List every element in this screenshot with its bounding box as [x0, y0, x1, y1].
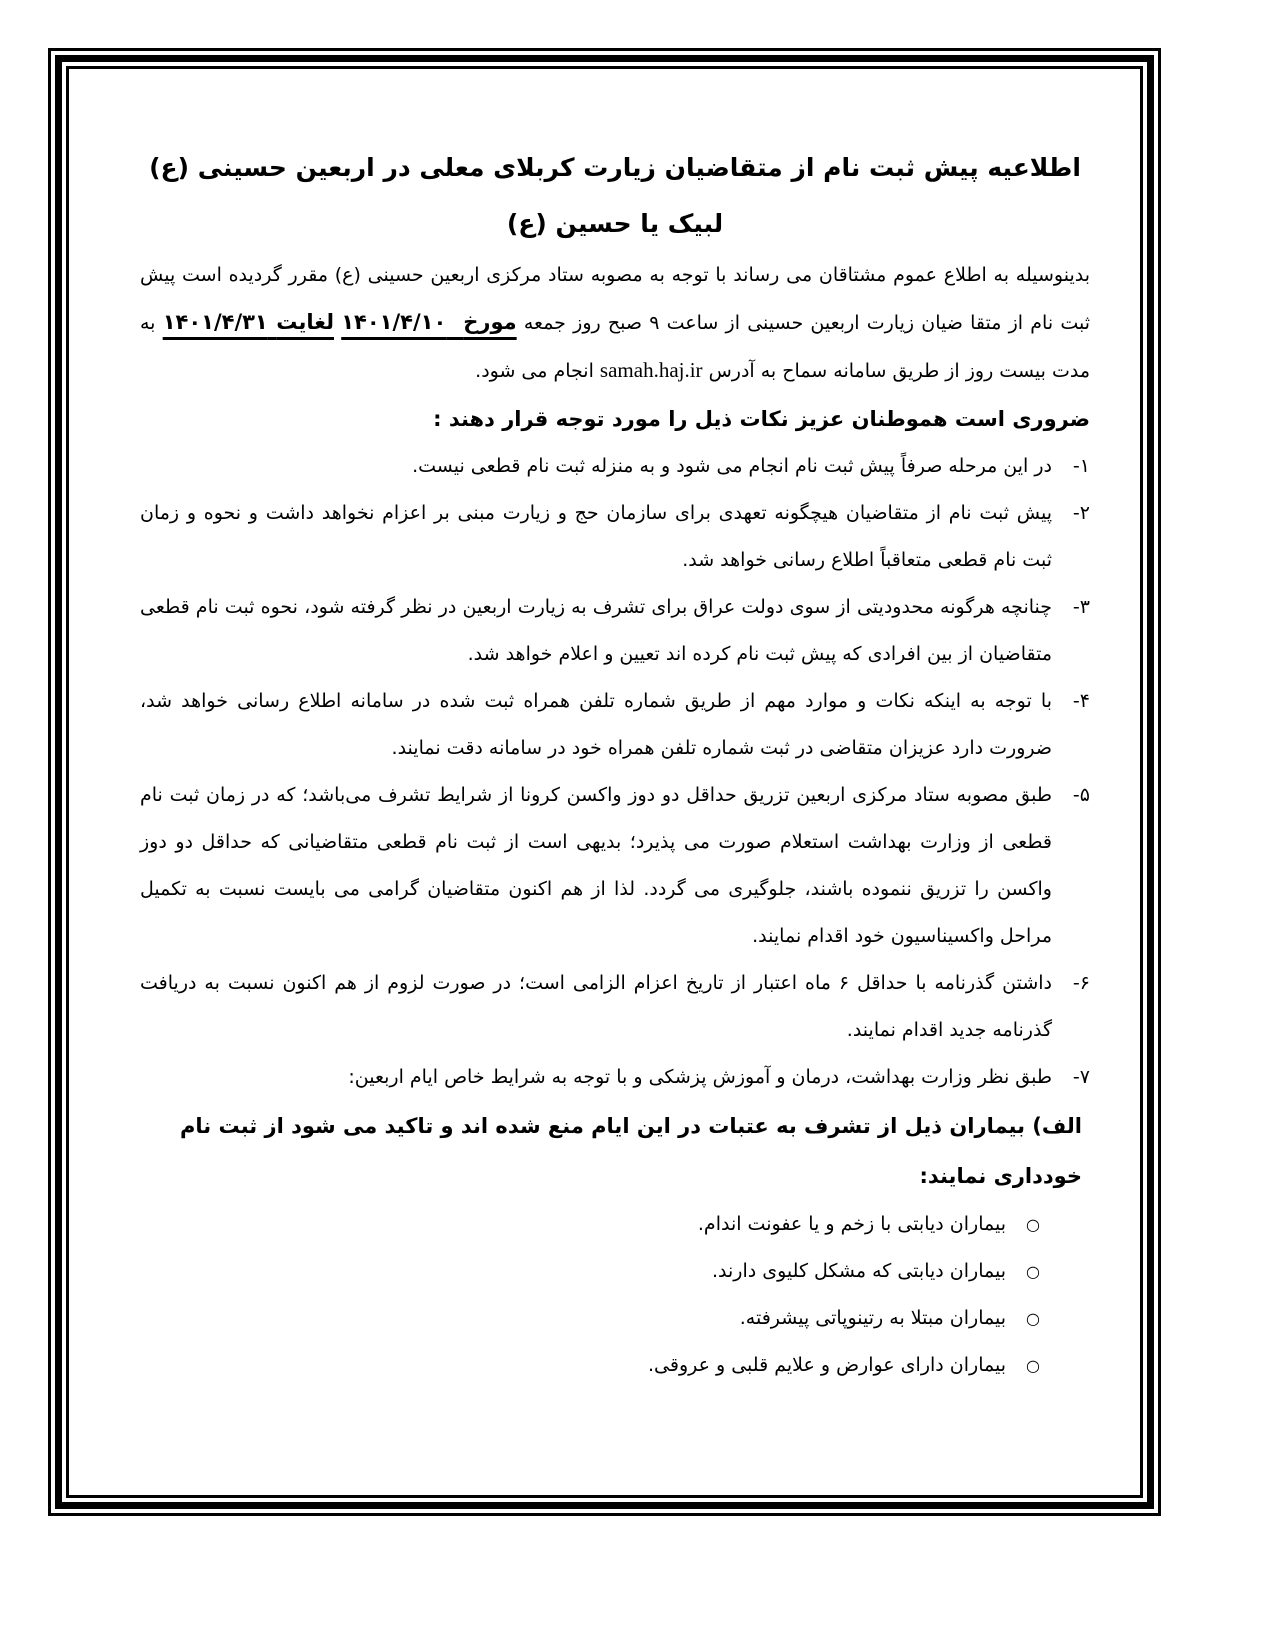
list-item [140, 960, 1090, 1054]
list-item [140, 584, 1090, 678]
item-number: ۷- [1072, 1066, 1090, 1088]
item-text: طبق نظر وزارت بهداشت، درمان و آموزش پزشکی و با توجه به شرایط خاص ایام اربعین: [348, 1066, 1052, 1088]
bullet-text: بیماران دیابتی که مشکل کلیوی دارند. [711, 1260, 1006, 1282]
sub-heading-patients: الف) بیماران ذیل از تشرف به عتبات در این ایام منع شده اند و تاکید می شود از ثبت نام خودداری نمایند: [180, 1114, 1082, 1188]
list-item [140, 1054, 1090, 1101]
intro-text-3: انجام می شود. [475, 360, 600, 382]
notes-heading: ضروری است هموطنان عزیز نکات ذیل را مورد توجه قرار دهند : [433, 407, 1090, 431]
date-to: ۱۴۰۱/۴/۳۱ [162, 310, 268, 334]
item-text: داشتن گذرنامه با حداقل ۶ ماه اعتبار از تاریخ اعزام الزامی است؛ در صورت لزوم از هم اکنون نسبت به دریافت گذرنامه جدید اقدام نمایند. [140, 972, 1052, 1041]
list-item [140, 678, 1090, 772]
item-number: ۴- [1072, 690, 1090, 712]
circle-bullet-icon: ○ [1026, 1356, 1040, 1375]
date-from-label: مورخ [463, 310, 517, 334]
date-from: ۱۴۰۱/۴/۱۰ [341, 310, 447, 334]
announcement-body [140, 140, 1090, 1389]
bullet-text: بیماران دیابتی با زخم و یا عفونت اندام. [697, 1213, 1006, 1235]
list-item [140, 1295, 1040, 1342]
item-text: چنانچه هرگونه محدودیتی از سوی دولت عراق برای تشرف به زیارت اربعین در نظر گرفته شود، نحوه ثبت نام قطعی متقاضیان از بین افرادی که پیش ثبت نام کرده اند تعیین و اعلام خواهد شد. [140, 596, 1052, 665]
date-from-group [341, 310, 516, 334]
circle-bullet-icon: ○ [1026, 1262, 1040, 1281]
list-item [140, 772, 1090, 960]
until-label: لغایت [276, 310, 334, 334]
title-line-2: لبیک یا حسین (ع) [506, 209, 724, 238]
bullet-text: بیماران دارای عوارض و علایم قلبی و عروقی. [648, 1354, 1006, 1376]
item-number: ۲- [1072, 502, 1090, 524]
item-number: ۵- [1072, 784, 1090, 806]
intro-text-1: بدینوسیله به اطلاع عموم مشتاقان می رساند با توجه به مصوبه ستاد مرکزی اربعین حسینی (ع) مقرر گردیده است پیش ثبت نام از متقا ضیان زیارت اربعین حسینی از ساعت ۹ صبح روز جمعه [140, 264, 1090, 334]
date-to-group [163, 310, 334, 334]
item-number: ۱- [1072, 455, 1090, 477]
item-text: طبق مصوبه ستاد مرکزی اربعین تزریق حداقل دو دوز واکسن کرونا از شرایط تشرف می‌باشد؛ که در زمان ثبت نام قطعی از وزارت بهداشت استعلام صورت می پذیرد؛ بدیهی است از ثبت نام قطعی متقاضیانی که حداقل دو دوز واکسن را تزریق ننموده باشند، جلوگیری می گردد. لذا از هم اکنون متقاضیان گرامی می بایست نسبت به تکمیل مراحل واکسیناسیون خود اقدام نمایند. [140, 784, 1052, 947]
list-item [140, 1342, 1040, 1389]
item-number: ۶- [1072, 972, 1090, 994]
list-item [140, 443, 1090, 490]
item-text: در این مرحله صرفاً پیش ثبت نام انجام می شود و به منزله ثبت نام قطعی نیست. [412, 455, 1052, 477]
circle-bullet-icon: ○ [1026, 1215, 1040, 1234]
item-text: پیش ثبت نام از متقاضیان هیچگونه تعهدی برای سازمان حج و زیارت مبنی بر اعزام نخواهد داشت و نحوه و زمان ثبت نام قطعی متعاقباً اطلاع رسانی خواهد شد. [140, 502, 1052, 571]
bullet-text: بیماران مبتلا به رتینوپاتی پیشرفته. [739, 1307, 1006, 1329]
item-number: ۳- [1072, 596, 1090, 618]
list-item [140, 490, 1090, 584]
intro-text-2: به مدت بیست روز از طریق سامانه سماح به آدرس [140, 312, 1090, 382]
list-item [140, 1248, 1040, 1295]
intro-paragraph [140, 252, 1090, 395]
title-line-1: اطلاعیه پیش ثبت نام از متقاضیان زیارت کربلای معلی در اربعین حسینی (ع) [149, 153, 1081, 182]
list-item [140, 1201, 1040, 1248]
patients-list [140, 1201, 1040, 1389]
item-text: با توجه به اینکه نکات و موارد مهم از طریق شماره تلفن همراه ثبت شده در سامانه اطلاع رسانی خواهد شد، ضرورت دارد عزیزان متقاضی در ثبت شماره تلفن همراه خود در سامانه دقت نمایند. [140, 690, 1052, 759]
website-link[interactable]: samah.haj.ir [599, 358, 703, 382]
notes-list [140, 443, 1090, 1101]
circle-bullet-icon: ○ [1026, 1309, 1040, 1328]
